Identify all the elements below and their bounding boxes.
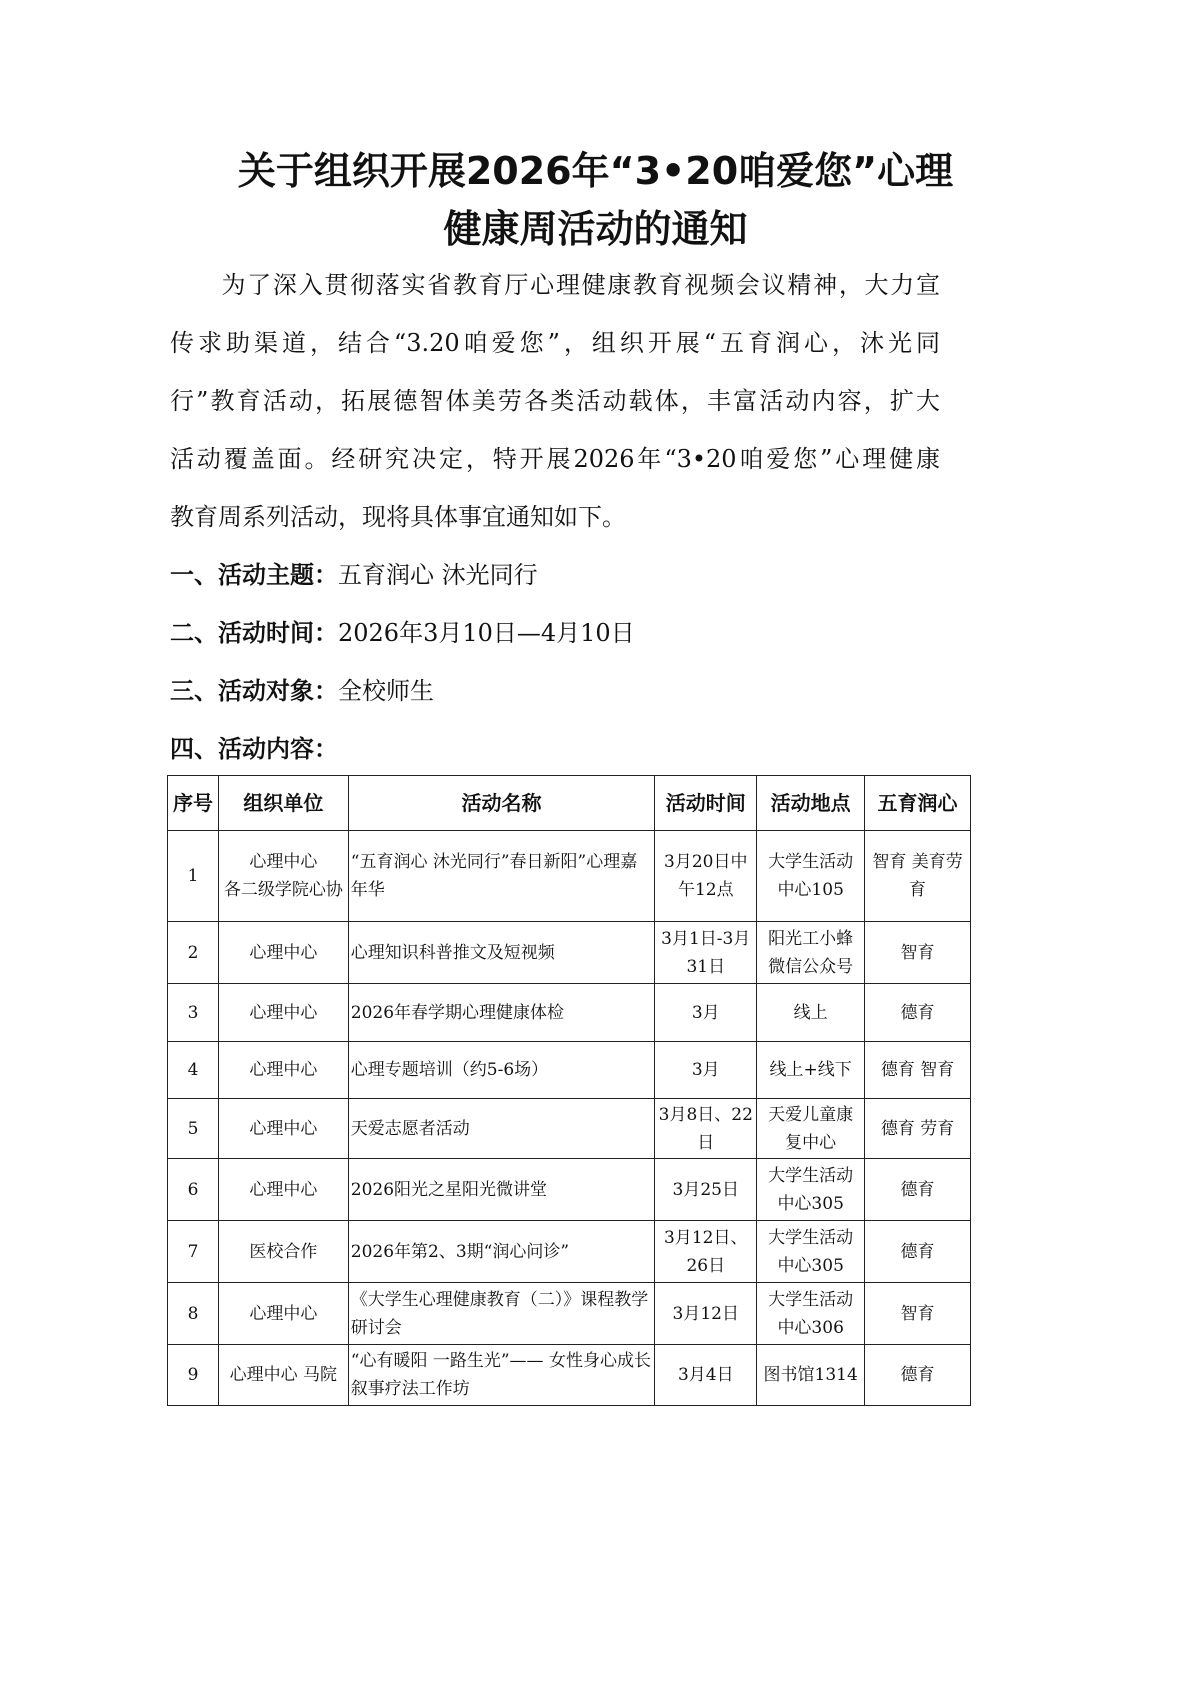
cell-row-index: 7 — [168, 1221, 219, 1283]
cell-five-education: 智育 — [865, 922, 971, 984]
table-row — [168, 922, 971, 984]
cell-row-index: 2 — [168, 922, 219, 984]
cell-activity-time: 3月8日、22日 — [655, 1099, 757, 1159]
cell-activity-location: 天爱儿童康复中心 — [757, 1099, 865, 1159]
cell-five-education: 智育 美育劳育 — [865, 831, 971, 922]
cell-five-education: 智育 — [865, 1283, 971, 1345]
cell-activity-time: 3月25日 — [655, 1159, 757, 1221]
section-value: 全校师生 — [338, 677, 434, 705]
cell-activity-location: 大学生活动中心306 — [757, 1283, 865, 1345]
cell-row-index: 9 — [168, 1345, 219, 1406]
cell-activity-time: 3月 — [655, 984, 757, 1042]
table-row — [168, 1221, 971, 1283]
section-time — [170, 613, 635, 648]
cell-activity-time: 3月 — [655, 1042, 757, 1099]
cell-org-unit: 心理中心 马院 — [218, 1345, 348, 1406]
table-row — [168, 984, 971, 1042]
section-audience — [170, 671, 434, 706]
cell-activity-name: “五育润心 沐光同行”春日新阳”心理嘉年华 — [348, 831, 655, 922]
cell-activity-name: 2026年春学期心理健康体检 — [348, 984, 655, 1042]
cell-five-education: 德育 — [865, 984, 971, 1042]
section-label: 四、活动内容： — [170, 735, 338, 763]
section-label: 一、活动主题： — [170, 561, 338, 589]
table-row — [168, 1099, 971, 1159]
cell-activity-time: 3月12日、26日 — [655, 1221, 757, 1283]
column-header: 活动时间 — [655, 776, 757, 831]
cell-activity-name: 心理专题培训（约5-6场） — [348, 1042, 655, 1099]
section-label: 二、活动时间： — [170, 619, 338, 647]
cell-row-index: 6 — [168, 1159, 219, 1221]
cell-five-education: 德育 — [865, 1345, 971, 1406]
section-value: 五育润心 沐光同行 — [338, 561, 538, 589]
intro-line: 为了深入贯彻落实省教育厅心理健康教育视频会议精神，大力宣 — [170, 271, 940, 299]
table-row — [168, 1345, 971, 1406]
cell-row-index: 5 — [168, 1099, 219, 1159]
section-label: 三、活动对象： — [170, 677, 338, 705]
table-row — [168, 1283, 971, 1345]
cell-five-education: 德育 — [865, 1159, 971, 1221]
column-header: 组织单位 — [218, 776, 348, 831]
cell-activity-location: 线上 — [757, 984, 865, 1042]
doc-title-line2: 健康周活动的通知 — [443, 207, 748, 251]
cell-activity-name: “心有暖阳 一路生光”—— 女性身心成长叙事疗法工作坊 — [348, 1345, 655, 1406]
cell-org-unit: 心理中心 — [218, 984, 348, 1042]
cell-row-index: 3 — [168, 984, 219, 1042]
cell-five-education: 德育 智育 — [865, 1042, 971, 1099]
cell-org-unit: 医校合作 — [218, 1221, 348, 1283]
cell-org-unit: 心理中心 — [218, 1283, 348, 1345]
doc-title-line1: 关于组织开展2026年“3•20咱爱您”心理 — [237, 149, 954, 193]
activity-table — [167, 775, 971, 1406]
cell-activity-name: 天爱志愿者活动 — [348, 1099, 655, 1159]
cell-activity-time: 3月12日 — [655, 1283, 757, 1345]
cell-activity-name: 《大学生心理健康教育（二）》课程教学研讨会 — [348, 1283, 655, 1345]
cell-activity-location: 线上+线下 — [757, 1042, 865, 1099]
cell-five-education: 德育 — [865, 1221, 971, 1283]
intro-line: 教育周系列活动，现将具体事宜通知如下。 — [170, 503, 626, 531]
cell-activity-location: 大学生活动中心305 — [757, 1159, 865, 1221]
column-header: 活动名称 — [348, 776, 655, 831]
section-theme — [170, 555, 538, 590]
table-row — [168, 1159, 971, 1221]
cell-activity-time: 3月1日-3月31日 — [655, 922, 757, 984]
cell-org-unit: 心理中心 — [218, 1159, 348, 1221]
cell-activity-name: 2026阳光之星阳光微讲堂 — [348, 1159, 655, 1221]
cell-activity-name: 心理知识科普推文及短视频 — [348, 922, 655, 984]
cell-row-index: 8 — [168, 1283, 219, 1345]
column-header: 活动地点 — [757, 776, 865, 831]
cell-activity-location: 大学生活动中心305 — [757, 1221, 865, 1283]
cell-row-index: 1 — [168, 831, 219, 922]
cell-activity-time: 3月4日 — [655, 1345, 757, 1406]
cell-org-unit: 心理中心 各二级学院心协 — [218, 831, 348, 922]
intro-line: 传求助渠道，结合“3.20咱爱您”，组织开展“五育润心，沐光同 — [170, 329, 940, 357]
cell-org-unit: 心理中心 — [218, 1099, 348, 1159]
intro-line: 行”教育活动，拓展德智体美劳各类活动载体，丰富活动内容，扩大 — [170, 387, 940, 415]
column-header: 序号 — [168, 776, 219, 831]
cell-activity-location: 图书馆1314 — [757, 1345, 865, 1406]
table-row — [168, 1042, 971, 1099]
column-header: 五育润心 — [865, 776, 971, 831]
intro-line: 活动覆盖面。经研究决定，特开展2026年“3•20咱爱您”心理健康 — [170, 445, 940, 473]
table-row — [168, 831, 971, 922]
cell-org-unit: 心理中心 — [218, 1042, 348, 1099]
cell-org-unit: 心理中心 — [218, 922, 348, 984]
cell-row-index: 4 — [168, 1042, 219, 1099]
cell-activity-name: 2026年第2、3期“润心问诊” — [348, 1221, 655, 1283]
cell-five-education: 德育 劳育 — [865, 1099, 971, 1159]
cell-activity-time: 3月20日中午12点 — [655, 831, 757, 922]
section-value: 2026年3月10日—4月10日 — [338, 619, 635, 647]
cell-activity-location: 大学生活动中心105 — [757, 831, 865, 922]
cell-activity-location: 阳光工小蜂微信公众号 — [757, 922, 865, 984]
section-content — [170, 729, 338, 764]
